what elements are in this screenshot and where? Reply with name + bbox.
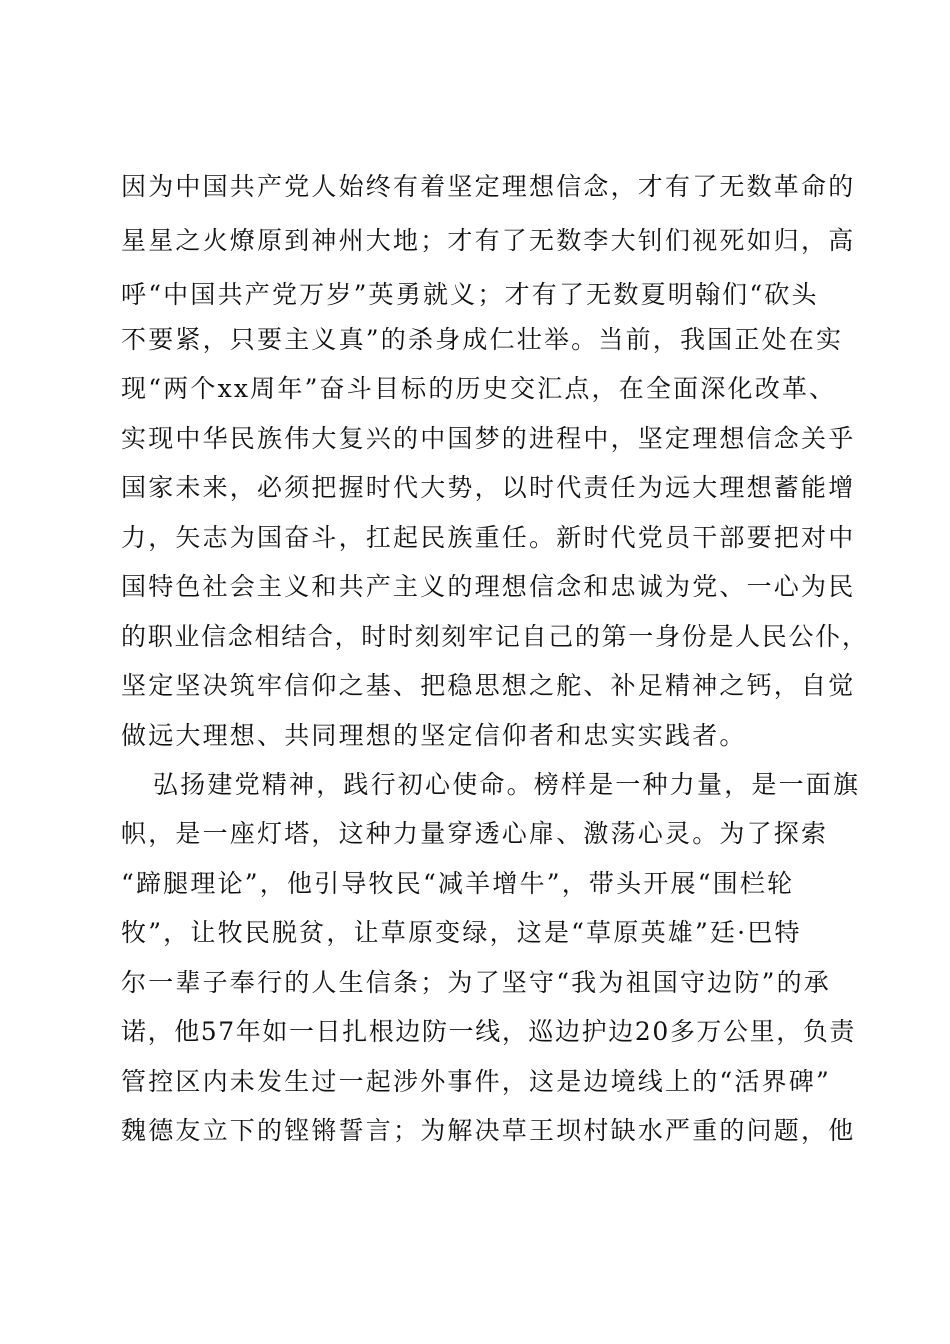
text-line: 帜，是一座灯塔，这种力量穿透心扉、激荡心灵。为了探索	[121, 819, 829, 848]
text-line: 做远大理想、共同理想的坚定信仰者和忠实实践者。	[121, 721, 747, 750]
text-line: “蹄腿理论”，他引导牧民“减羊增牛”，带头开展“围栏轮	[121, 869, 795, 898]
text-line: 的职业信念相结合，时时刻刻牢记自己的第一身份是人民公仆，	[121, 622, 869, 651]
text-line: 呼“中国共产党万岁”英勇就义；才有了无数夏明翰们“砍头	[121, 280, 819, 309]
text-line: 牧”，让牧民脱贫，让草原变绿，这是“草原英雄”廷·巴特	[121, 918, 802, 947]
text-line: 国特色社会主义和共产主义的理想信念和忠诚为党、一心为民	[121, 572, 856, 601]
text-line: 现“两个xx周年”奋斗目标的历史交汇点，在全面深化改革、	[121, 374, 837, 403]
text-line: 尔一辈子奉行的人生信条；为了坚守“我为祖国守边防”的承	[121, 968, 831, 997]
text-line: 实现中华民族伟大复兴的中国梦的进程中，坚定理想信念关乎	[121, 424, 856, 453]
text-line: 管控区内未发生过一起涉外事件，这是边境线上的“活界碑”	[121, 1067, 831, 1096]
text-line: 力，矢志为国奋斗，扛起民族重任。新时代党员干部要把对中	[121, 523, 856, 552]
paragraph-first-line: 弘扬建党精神，践行初心使命。榜样是一种力量，是一面旗	[153, 770, 861, 799]
text-line: 因为中国共产党人始终有着坚定理想信念，才有了无数革命的	[121, 172, 856, 201]
text-line: 坚定坚决筑牢信仰之基、把稳思想之舵、补足精神之钙，自觉	[121, 671, 856, 700]
text-line: 不要紧，只要主义真”的杀身成仁壮举。当前，我国正处在实	[121, 325, 844, 354]
text-line: 魏德友立下的铿锵誓言；为解决草王坝村缺水严重的问题，他	[121, 1116, 856, 1145]
text-line: 国家未来，必须把握时代大势，以时代责任为远大理想蓄能增	[121, 473, 856, 502]
text-line: 星星之火燎原到神州大地；才有了无数李大钊们视死如归，高	[121, 226, 856, 255]
text-line: 诺，他57年如一日扎根边防一线，巡边护边20多万公里，负责	[121, 1017, 857, 1046]
